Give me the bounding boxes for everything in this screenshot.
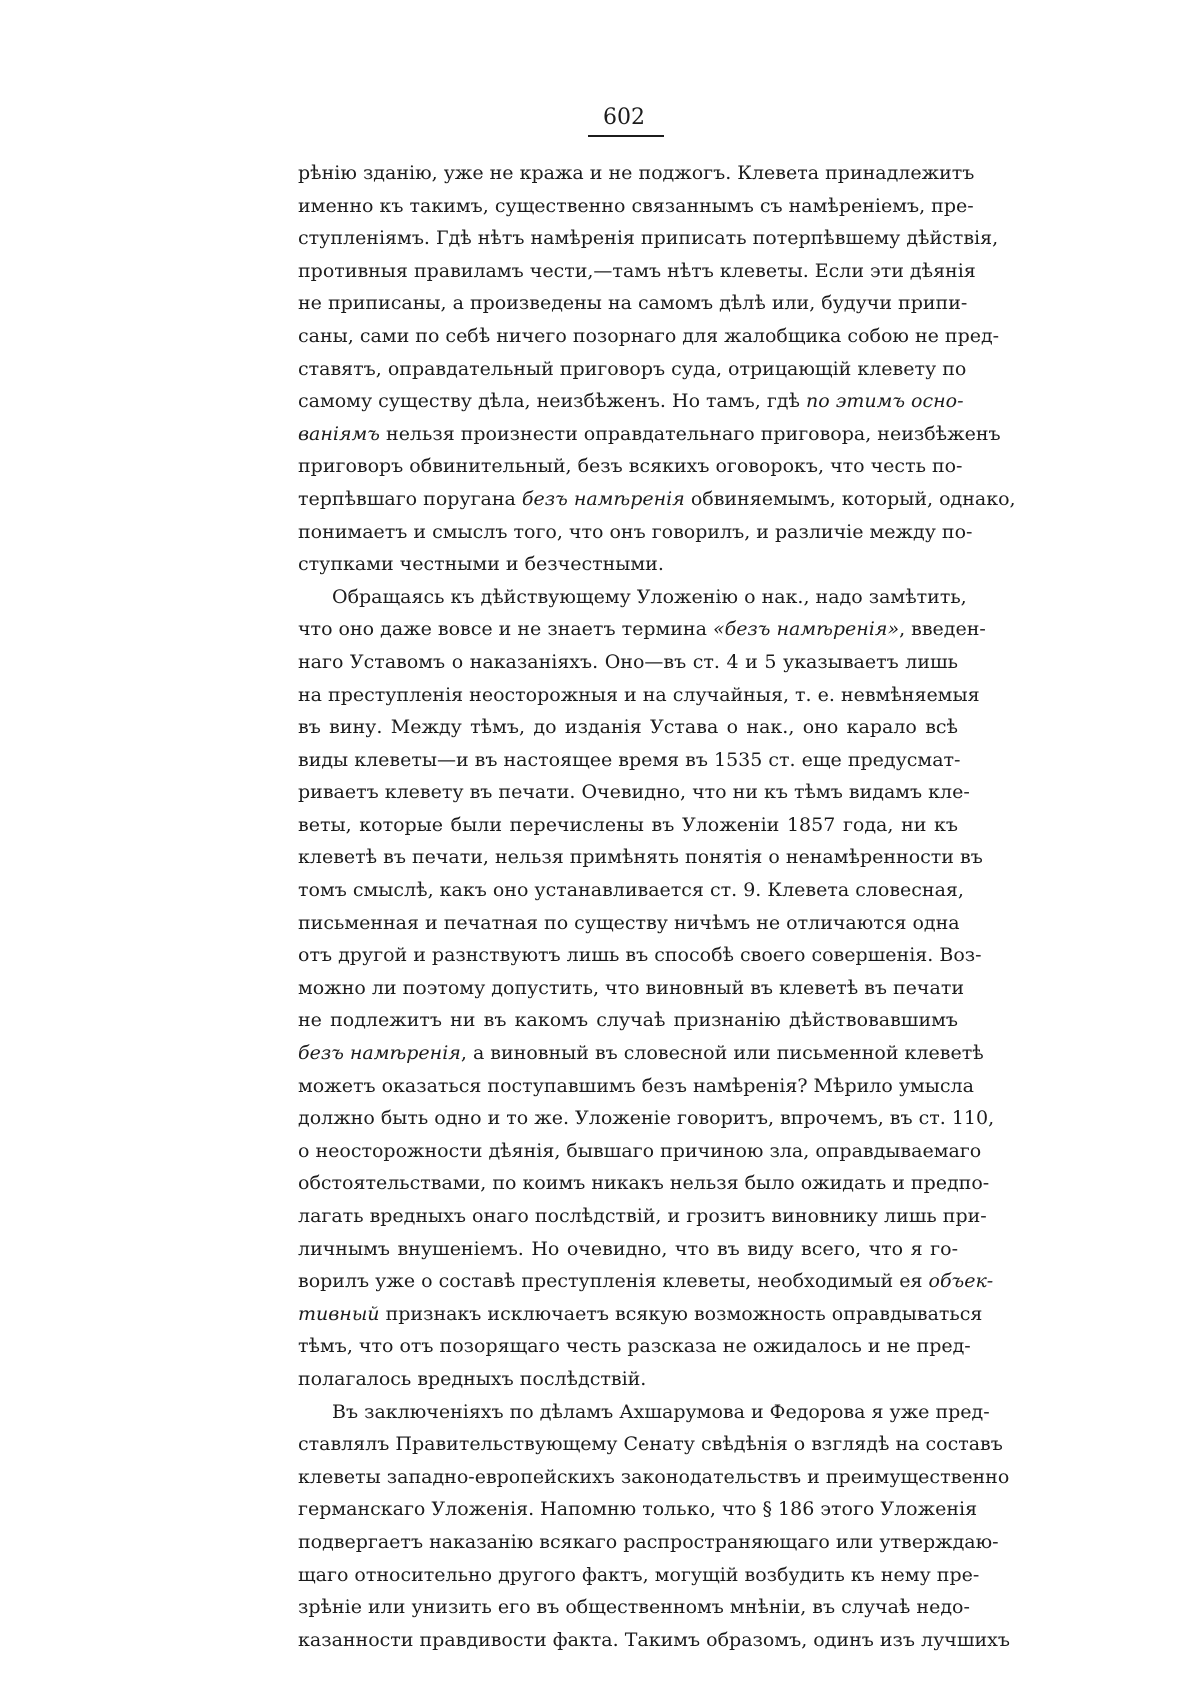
text-line: клеветѣ въ печати, нельзя примѣнять понятія о ненамѣренности въ: [298, 846, 983, 869]
text-line: противныя правиламъ чести,—тамъ нѣтъ клеветы. Если эти дѣянія: [298, 259, 976, 282]
text-line: на преступленія неосторожныя и на случайныя, т. е. невмѣняемыя: [298, 683, 980, 706]
text-line: не приписаны, а произведены на самомъ дѣлѣ или, будучи припи-: [298, 292, 968, 315]
italic-phrase: безъ намѣренія: [298, 1042, 461, 1065]
italic-phrase: «безъ намѣренія»: [712, 618, 900, 641]
text-line: тивный признакъ исключаетъ всякую возможность оправдываться: [298, 1302, 983, 1325]
text-line: зрѣніе или унизить его въ общественномъ мнѣніи, въ случаѣ недо-: [298, 1596, 970, 1619]
text-line: ворилъ уже о составѣ преступленія клеветы, необходимый ея объек-: [298, 1270, 994, 1293]
text-line: виды клеветы—и въ настоящее время въ 1535 ст. еще предусмат-: [298, 748, 961, 771]
text-line: тѣмъ, что отъ позорящаго честь разсказа не ожидалось и не пред-: [298, 1335, 971, 1358]
text-line: можетъ оказаться поступавшимъ безъ намѣренія? Мѣрило умысла: [298, 1074, 974, 1097]
page-number: 602: [603, 105, 645, 130]
text-line: ступленіямъ. Гдѣ нѣтъ намѣренія приписать потерпѣвшему дѣйствія,: [298, 227, 999, 250]
text-line: можно ли поэтому допустить, что виновный въ клеветѣ въ печати: [298, 976, 964, 999]
text-line: лагать вредныхъ онаго послѣдствій, и грозитъ виновнику лишь при-: [298, 1205, 987, 1227]
text-line: казанности правдивости факта. Такимъ образомъ, одинъ изъ лучшихъ: [298, 1628, 1010, 1651]
text-line: именно къ такимъ, существенно связаннымъ съ намѣреніемъ, пре-: [298, 194, 974, 217]
text-line: германскаго Уложенія. Напомню только, что § 186 этого Уложенія: [298, 1498, 978, 1521]
text-line: не подлежитъ ни въ какомъ случаѣ признанію дѣйствовавшимъ: [298, 1009, 958, 1032]
text-line: терпѣвшаго поругана безъ намѣренія обвиняемымъ, который, однако,: [298, 487, 1016, 510]
text-line: щаго относительно другого фактъ, могущій возбудить къ нему пре-: [298, 1563, 980, 1586]
text-line: наго Уставомъ о наказаніяхъ. Оно—въ ст. 4 и 5 указываетъ лишь: [298, 650, 958, 673]
text-line: о неосторожности дѣянія, бывшаго причиною зла, оправдываемаго: [298, 1139, 982, 1162]
text-line: Обращаясь къ дѣйствующему Уложенію о нак., надо замѣтить,: [332, 585, 967, 608]
italic-phrase: объек-: [928, 1270, 994, 1293]
text-line: обстоятельствами, по коимъ никакъ нельзя было ожидать и предпо-: [298, 1172, 990, 1195]
text-line: въ вину. Между тѣмъ, до изданія Устава о нак., оно карало всѣ: [298, 716, 958, 739]
body-text: [298, 157, 1016, 1656]
text-line: саны, сами по себѣ ничего позорнаго для жалобщика собою не пред-: [298, 324, 1000, 347]
text-line: письменная и печатная по существу ничѣмъ не отличаются одна: [298, 911, 960, 934]
italic-phrase: безъ намѣренія: [521, 487, 685, 510]
text-line: личнымъ внушеніемъ. Но очевидно, что въ виду всего, что я го-: [298, 1237, 958, 1260]
text-line: клеветы западно-европейскихъ законодательствъ и преимущественно: [298, 1465, 1010, 1488]
text-line: отъ другой и разнствуютъ лишь въ способѣ своего совершенія. Воз-: [298, 944, 982, 967]
text-line: приговоръ обвинительный, безъ всякихъ оговорокъ, что честь по-: [298, 455, 963, 478]
text-line: полагалось вредныхъ послѣдствій.: [298, 1367, 647, 1390]
text-line: томъ смыслѣ, какъ оно устанавливается ст. 9. Клевета словесная,: [298, 879, 964, 902]
text-line: ступками честными и безчестными.: [298, 553, 664, 576]
text-line: рѣнію зданію, уже не кража и не поджогъ. Клевета принадлежитъ: [298, 162, 975, 184]
text-line: Въ заключеніяхъ по дѣламъ Ахшарумова и Федорова я уже пред-: [332, 1400, 990, 1423]
italic-phrase: тивный: [298, 1302, 380, 1325]
text-line: понимаетъ и смыслъ того, что онъ говорилъ, и различіе между по-: [298, 520, 973, 543]
text-line: веты, которые были перечислены въ Уложеніи 1857 года, ни къ: [298, 813, 958, 836]
text-line: ваніямъ нельзя произнести оправдательнаго приговора, неизбѣженъ: [298, 422, 1001, 445]
text-line: безъ намѣренія, а виновный въ словесной или письменной клеветѣ: [298, 1042, 984, 1065]
page-number-underline: [588, 135, 664, 137]
text-line: должно быть одно и то же. Уложеніе говоритъ, впрочемъ, въ ст. 110,: [298, 1107, 995, 1130]
italic-phrase: по этимъ осно-: [805, 390, 964, 413]
text-line: что оно даже вовсе и не знаетъ термина «безъ намѣренія», введен-: [298, 618, 986, 641]
text-line: самому существу дѣла, неизбѣженъ. Но тамъ, гдѣ по этимъ осно-: [298, 390, 964, 413]
text-line: ставятъ, оправдательный приговоръ суда, отрицающій клевету по: [298, 357, 967, 380]
italic-phrase: ваніямъ: [298, 422, 380, 445]
text-line: ставлялъ Правительствующему Сенату свѣдѣнія о взглядѣ на составъ: [298, 1433, 1003, 1456]
text-line: риваетъ клевету въ печати. Очевидно, что ни къ тѣмъ видамъ кле-: [298, 781, 970, 804]
text-line: подвергаетъ наказанію всякаго распространяющаго или утверждаю-: [298, 1530, 999, 1553]
